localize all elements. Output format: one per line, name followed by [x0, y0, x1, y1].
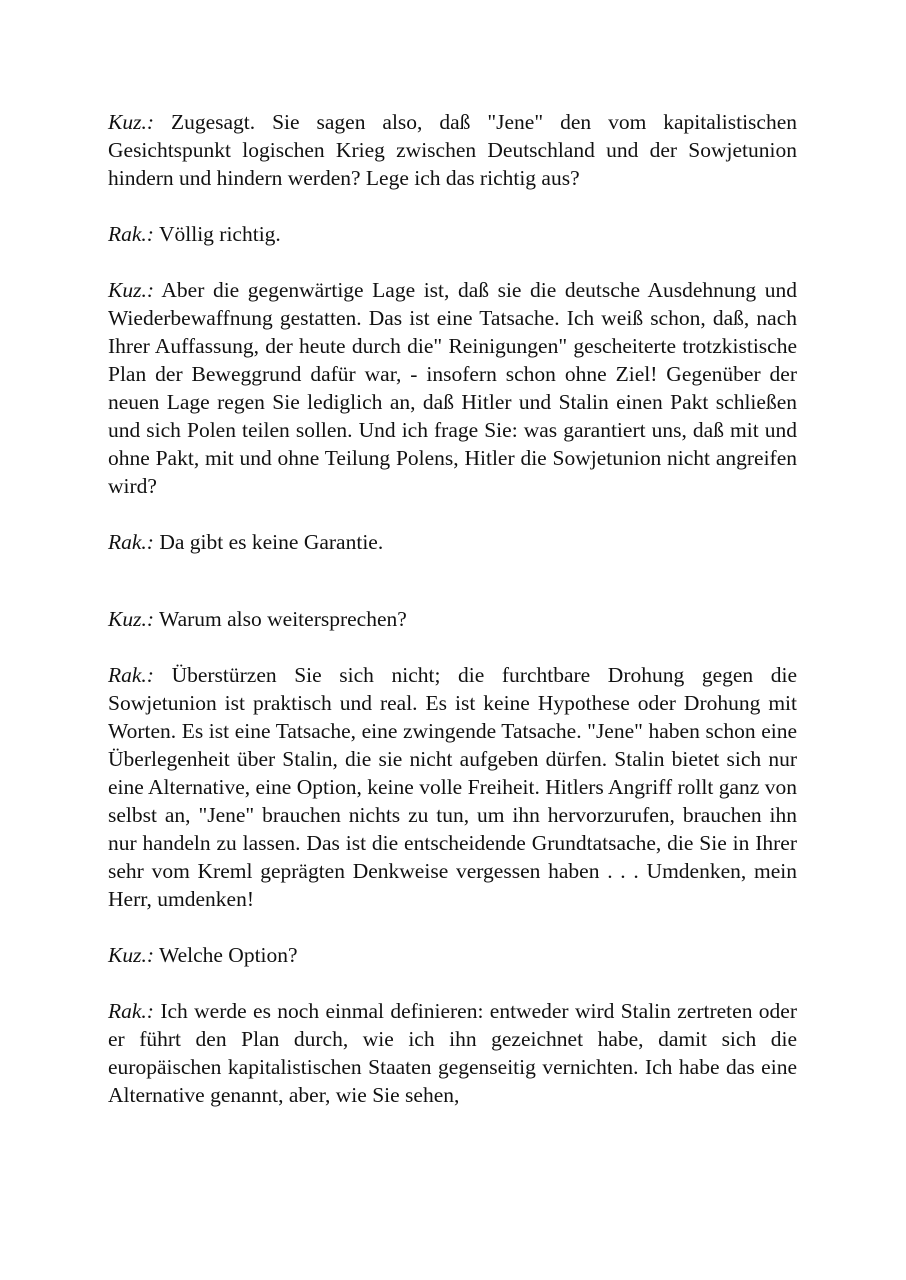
- dialogue-paragraph: [108, 605, 797, 633]
- speaker-label: Kuz.:: [108, 607, 154, 631]
- dialogue-paragraph: [108, 528, 797, 556]
- dialogue-text: Da gibt es keine Garantie.: [159, 530, 384, 554]
- speaker-label: Kuz.:: [108, 943, 154, 967]
- speaker-label: Rak.:: [108, 663, 154, 687]
- dialogue-paragraph: [108, 941, 797, 969]
- speaker-label: Rak.:: [108, 222, 154, 246]
- dialogue-text: Ich werde es noch einmal definieren: entweder wird Stalin zertreten oder er führt den Plan durch, wie ich ihn gezeichnet habe, damit sich die europäischen kapitalistischen Staaten gegenseitig vernichten. Ich habe das eine Alternative genannt, aber, wie Sie sehen,: [108, 999, 798, 1107]
- speaker-label: Rak.:: [108, 999, 154, 1023]
- document-page: [108, 108, 797, 1137]
- speaker-label: Kuz.:: [108, 110, 154, 134]
- dialogue-paragraph: [108, 276, 797, 500]
- dialogue-paragraph: [108, 108, 797, 192]
- dialogue-paragraph: [108, 661, 797, 913]
- dialogue-paragraph: [108, 220, 797, 248]
- dialogue-paragraph: [108, 997, 797, 1109]
- dialogue-text: Aber die gegenwärtige Lage ist, daß sie die deutsche Ausdehnung und Wiederbewaffnung gestatten. Das ist eine Tatsache. Ich weiß schon, daß, nach Ihrer Auffassung, der heute durch die" Reinigungen" gescheiterte trotzkistische Plan der Beweggrund dafür war, - insofern schon ohne Ziel! Gegenüber der neuen Lage regen Sie lediglich an, daß Hitler und Stalin einen Pakt schließen und sich Polen teilen sollen. Und ich frage Sie: was garantiert uns, daß mit und ohne Pakt, mit und ohne Teilung Polens, Hitler die Sowjetunion nicht angreifen wird?: [108, 278, 797, 498]
- speaker-label: Kuz.:: [108, 278, 154, 302]
- dialogue-text: Welche Option?: [159, 943, 298, 967]
- dialogue-text: Warum also weitersprechen?: [159, 607, 407, 631]
- dialogue-text: Zugesagt. Sie sagen also, daß "Jene" den vom kapitalistischen Gesichtspunkt logischen Krieg zwischen Deutschland und der Sowjetunion hindern und hindern werden? Lege ich das richtig aus?: [108, 110, 797, 190]
- speaker-label: Rak.:: [108, 530, 154, 554]
- dialogue-text: Überstürzen Sie sich nicht; die furchtbare Drohung gegen die Sowjetunion ist praktisch und real. Es ist keine Hypothese oder Drohung mit Worten. Es ist eine Tatsache, eine zwingende Tatsache. "Jene" haben schon eine Überlegenheit über Stalin, die sie nicht aufgeben dürfen. Stalin bietet sich nur eine Alternative, eine Option, keine volle Freiheit. Hitlers Angriff rollt ganz von selbst an, "Jene" brauchen nichts zu tun, um ihn hervorzurufen, brauchen ihn nur handeln zu lassen. Das ist die entscheidende Grundtatsache, die Sie in Ihrer sehr vom Kreml geprägten Denkweise vergessen haben . . . Umdenken, mein Herr, umdenken!: [108, 663, 797, 911]
- dialogue-text: Völlig richtig.: [158, 222, 281, 246]
